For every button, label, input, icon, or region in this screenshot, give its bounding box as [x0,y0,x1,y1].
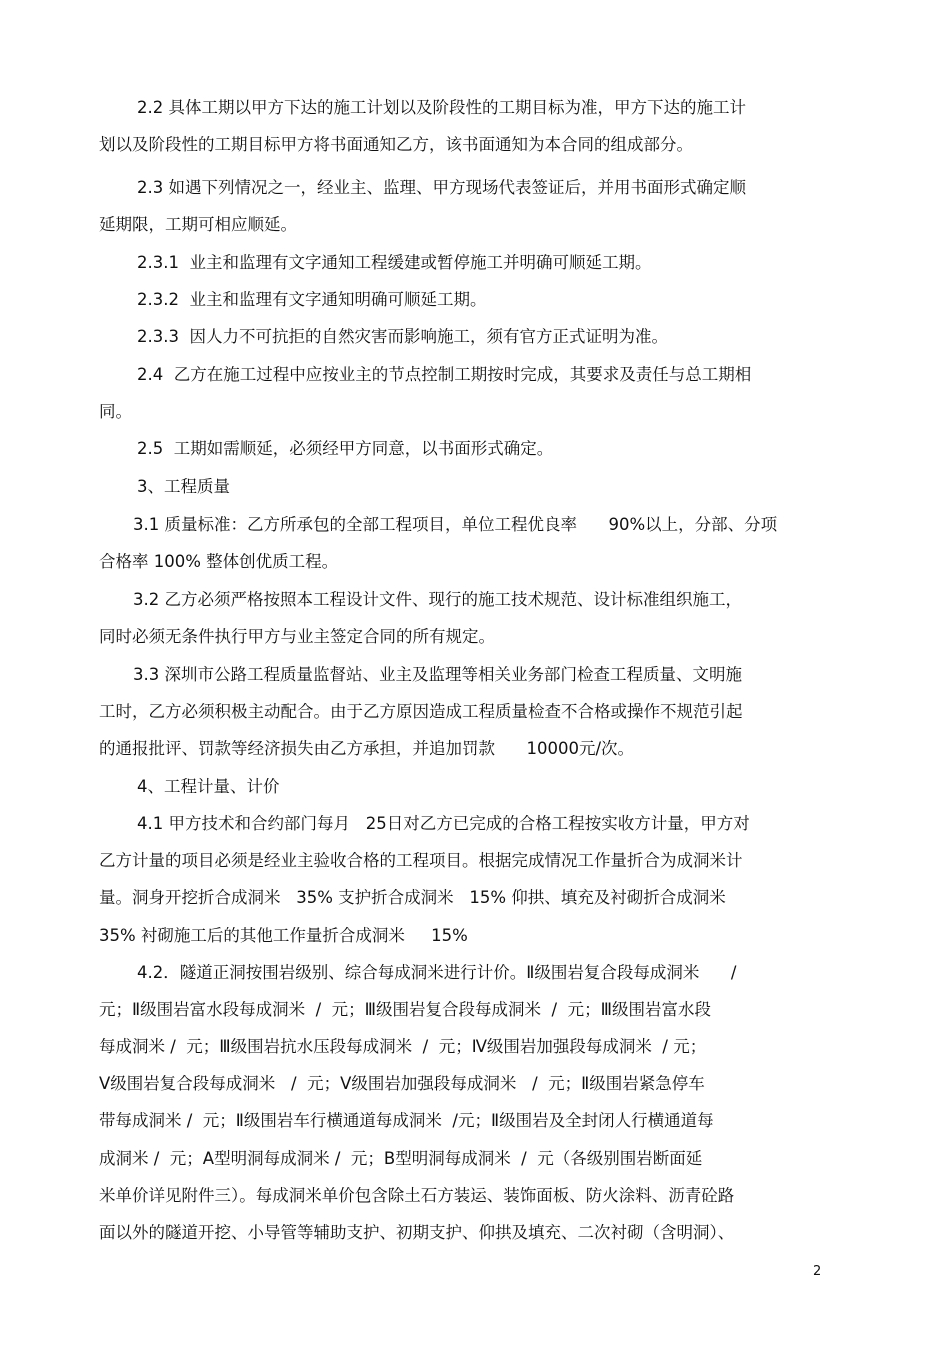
text-line: 乙方计量的项目必须是经业主验收合格的工程项目。根据完成情况工作量折合为成洞米计 [99,851,743,870]
text-line: 合格率 100% 整体创优质工程。 [99,552,339,571]
text-line: 2.3.2 业主和监理有文字通知明确可顺延工期。 [137,290,487,309]
text-line: 同。 [99,402,132,421]
text-line: 米单价详见附件三）。每成洞米单价包含除土石方装运、装饰面板、防火涂料、沥青砼路 [99,1186,735,1205]
text-line: 2.3.3 因人力不可抗拒的自然灾害而影响施工，须有官方正式证明为准。 [137,327,668,346]
text-line: 3.1 质量标准：乙方所承包的全部工程项目，单位工程优良率 90%以上，分部、分项 [133,515,778,534]
text-line: 2.2 具体工期以甲方下达的施工计划以及阶段性的工期目标为准，甲方下达的施工计 [137,98,746,117]
text-line: 工时，乙方必须积极主动配合。由于乙方原因造成工程质量检查不合格或操作不规范引起 [99,702,743,721]
text-line: 的通报批评、罚款等经济损失由乙方承担，并追加罚款 10000元/次。 [99,739,635,758]
text-line: 成洞米 / 元；A型明洞每成洞米 / 元；B型明洞每成洞米 / 元（各级别围岩断面延 [99,1149,703,1168]
section-heading: 3、工程质量 [137,477,230,496]
text-line: 35% 衬砌施工后的其他工作量折合成洞米 15% [99,926,468,945]
text-line: 同时必须无条件执行甲方与业主签定合同的所有规定。 [99,627,495,646]
page-number: 2 [813,1264,822,1279]
text-line: 4.2．隧道正洞按围岩级别、综合每成洞米进行计价。Ⅱ级围岩复合段每成洞米 / [137,963,747,982]
text-line: 4.1 甲方技术和合约部门每月 25日对乙方已完成的合格工程按实收方计量，甲方对 [137,814,750,833]
text-line: 带每成洞米 / 元；Ⅱ级围岩车行横通道每成洞米 /元；Ⅱ级围岩及全封闭人行横通道每 [99,1111,714,1130]
text-line: 3.2 乙方必须严格按照本工程设计文件、现行的施工技术规范、设计标准组织施工， [133,590,742,609]
text-line: 2.3.1 业主和监理有文字通知工程缓建或暂停施工并明确可顺延工期。 [137,253,652,272]
text-line: 2.4 乙方在施工过程中应按业主的节点控制工期按时完成，其要求及责任与总工期相 [137,365,752,384]
text-line: 延期限，工期可相应顺延。 [99,215,297,234]
text-line: 每成洞米 / 元；Ⅲ级围岩抗水压段每成洞米 / 元；Ⅳ级围岩加强段每成洞米 / 元； [99,1037,707,1056]
section-heading: 4、工程计量、计价 [137,777,280,796]
text-line: 3.3 深圳市公路工程质量监督站、业主及监理等相关业务部门检查工程质量、文明施 [133,665,742,684]
text-line: 量。洞身开挖折合成洞米 35% 支护折合成洞米 15% 仰拱、填充及衬砌折合成洞米 [99,888,726,907]
text-line: Ⅴ级围岩复合段每成洞米 / 元；Ⅴ级围岩加强段每成洞米 / 元；Ⅱ级围岩紧急停车 [99,1074,705,1093]
text-line: 面以外的隧道开挖、小导管等辅助支护、初期支护、仰拱及填充、二次衬砌（含明洞）、 [99,1223,735,1242]
text-line: 划以及阶段性的工期目标甲方将书面通知乙方，该书面通知为本合同的组成部分。 [99,135,693,154]
text-line: 2.3 如遇下列情况之一，经业主、监理、甲方现场代表签证后，并用书面形式确定顺 [137,178,746,197]
text-line: 元；Ⅱ级围岩富水段每成洞米 / 元；Ⅲ级围岩复合段每成洞米 / 元；Ⅲ级围岩富水段 [99,1000,711,1019]
text-line: 2.5 工期如需顺延，必须经甲方同意，以书面形式确定。 [137,439,554,458]
